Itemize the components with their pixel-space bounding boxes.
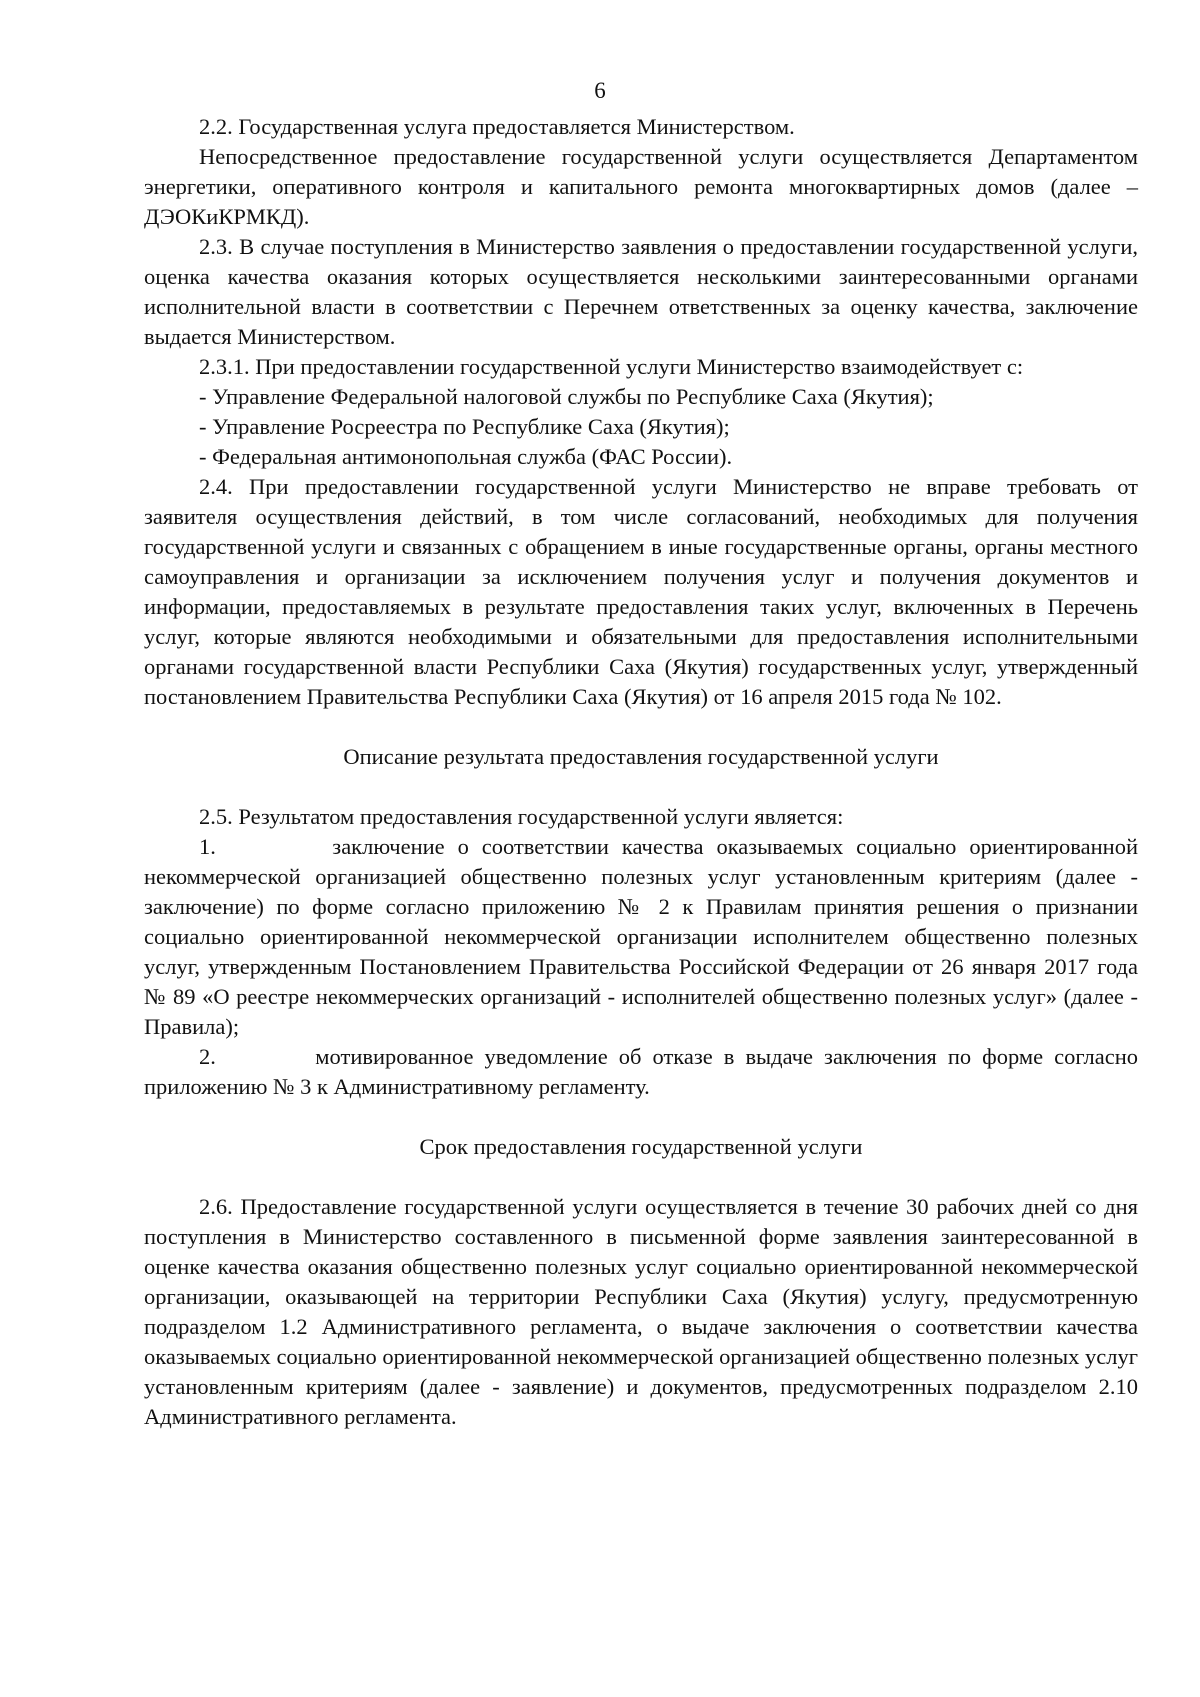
section-heading-term: Срок предоставления государственной услуги bbox=[419, 1134, 863, 1159]
paragraph-2-6: 2.6. Предоставление государственной услуги осуществляется в течение 30 рабочих дней со дня поступления в Министерство составленного в письменной форме заявления заинтересованной в оценке качества оказания общественно полезных услуг социально ориентированной некоммерческой организации, оказывающей на территории Республики Саха (Якутия) услугу, предусмотренную подразделом 1.2 Административного регламента, о выдаче заключения о соответствии качества оказываемых социально ориентированной некоммерческой организацией общественно полезных услуг установленным критериям (далее - заявление) и документов, предусмотренных подразделом 2.10 Административного регламента. bbox=[144, 1194, 1138, 1429]
list-item-fas: - Федеральная антимонопольная служба (ФАС России). bbox=[199, 444, 733, 469]
paragraph-2-4: 2.4. При предоставлении государственной услуги Министерство не вправе требовать от заявителя осуществления действий, в том числе согласований, необходимых для получения государственной услуги и связанных с обращением в иные государственные органы, органы местного самоуправления и организации за исключением получения услуг и получения документов и информации, предоставляемых в результате предоставления таких услуг, включенных в Перечень услуг, которые являются необходимыми и обязательными для предоставления исполнительными органами государственной власти Республики Саха (Якутия) государственных услуг, утвержденный постановлением Правительства Республики Саха (Якутия) от 16 апреля 2015 года № 102. bbox=[144, 474, 1138, 709]
paragraph-2-5: 2.5. Результатом предоставления государственной услуги является: bbox=[199, 804, 844, 829]
list-item-rosreestr: - Управление Росреестра по Республике Саха (Якутия); bbox=[199, 414, 730, 439]
list-item-tax-service: - Управление Федеральной налоговой службы по Республике Саха (Якутия); bbox=[199, 384, 934, 409]
paragraph-2-2: 2.2. Государственная услуга предоставляется Министерством. bbox=[199, 114, 795, 139]
section-heading-result: Описание результата предоставления государственной услуги bbox=[343, 744, 939, 769]
paragraph-2-3: 2.3. В случае поступления в Министерство заявления о предоставлении государственной услуги, оценка качества оказания которых осуществляется несколькими заинтересованными органами исполнительной власти в соответствии с Перечнем ответственных за оценку качества, заключение выдается Министерством. bbox=[144, 234, 1138, 349]
page-number: 6 bbox=[594, 78, 606, 103]
document-body bbox=[144, 112, 1144, 1432]
result-item-1: 1. заключение о соответствии качества оказываемых социально ориентированной некоммерческой организацией общественно полезных услуг установленным критериям (далее - заключение) по форме согласно приложению № 2 к Правилам принятия решения о признании социально ориентированной некоммерческой организации исполнителем общественно полезных услуг, утвержденным Постановлением Правительства Российской Федерации от 26 января 2017 года № 89 «О реестре некоммерческих организаций - исполнителей общественно полезных услуг» (далее - Правила); bbox=[144, 834, 1144, 1039]
paragraph-2-3-1: 2.3.1. При предоставлении государственной услуги Министерство взаимодействует с: bbox=[199, 354, 1024, 379]
result-item-2: 2. мотивированное уведомление об отказе в выдаче заключения по форме согласно приложению № 3 к Административному регламенту. bbox=[144, 1044, 1144, 1099]
paragraph-direct-provision: Непосредственное предоставление государственной услуги осуществляется Департаментом энергетики, оперативного контроля и капитального ремонта многоквартирных домов (далее – ДЭОКиКРМКД). bbox=[144, 144, 1138, 229]
